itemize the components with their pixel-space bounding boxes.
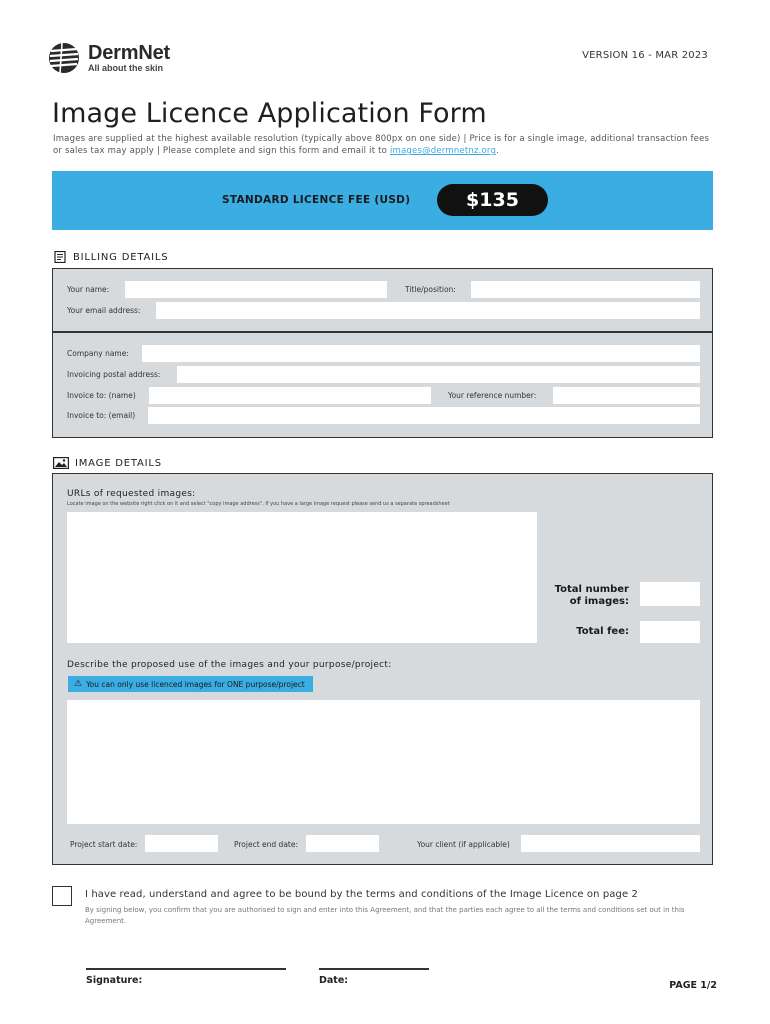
- company-name-label: Company name:: [67, 349, 129, 358]
- version-label: VERSION 16 - MAR 2023: [582, 50, 708, 61]
- billing-panel: [52, 268, 713, 438]
- urls-textarea[interactable]: [67, 512, 537, 643]
- date-label: Date:: [319, 975, 349, 986]
- end-date-label: Project end date:: [234, 840, 298, 849]
- invoice-name-label: Invoice to: (name): [67, 391, 136, 400]
- intro-body: Images are supplied at the highest available resolution (typically above 800px on one side) | Price is for a single image, additional transaction fees or sales tax may apply | Please complete and sign this form and email it to: [53, 134, 710, 156]
- start-date-label: Project start date:: [70, 840, 138, 849]
- reference-number-label: Your reference number:: [448, 391, 537, 400]
- intro-suffix: .: [496, 146, 499, 156]
- one-purpose-warning: [68, 676, 313, 692]
- end-date-field[interactable]: [306, 835, 379, 852]
- billing-heading-text: BILLING DETAILS: [73, 251, 169, 263]
- title-position-field[interactable]: [471, 281, 700, 298]
- dermnet-logo: [48, 42, 170, 74]
- logo-name: DermNet: [88, 42, 170, 64]
- invoice-email-field[interactable]: [148, 407, 700, 424]
- agreement-note: By signing below, you confirm that you are authorised to sign and enter into this Agreement, and that the parties each agree to all the terms and conditions set out in this Agreement.: [85, 906, 685, 925]
- reference-number-field[interactable]: [553, 387, 700, 404]
- total-images-field[interactable]: [640, 582, 700, 606]
- email-link[interactable]: images@dermnetnz.org: [389, 146, 497, 156]
- warning-icon: ⚠: [74, 679, 83, 689]
- purpose-label: Describe the proposed use of the images and your purpose/project:: [67, 660, 392, 670]
- warning-text: You can only use licenced images for ONE purpose/project: [86, 679, 305, 689]
- agreement-checkbox[interactable]: [52, 886, 72, 906]
- agreement-statement: I have read, understand and agree to be bound by the terms and conditions of the Image Licence on page 2: [85, 889, 638, 900]
- billing-section-heading: [53, 251, 168, 263]
- page-title: Image Licence Application Form: [52, 98, 487, 129]
- postal-address-field[interactable]: [177, 366, 700, 383]
- billing-divider: [53, 331, 712, 333]
- postal-address-label: Invoicing postal address:: [67, 370, 161, 379]
- signature-label: Signature:: [86, 975, 143, 986]
- company-name-field[interactable]: [142, 345, 700, 362]
- signature-line[interactable]: [86, 968, 286, 970]
- email-label: Your email address:: [67, 306, 141, 315]
- urls-hint: Locate image on the website right click on it and select "copy image address". If you have a large image request please send us a separate spreadsheet: [67, 501, 450, 507]
- invoice-name-field[interactable]: [149, 387, 431, 404]
- client-field[interactable]: [521, 835, 700, 852]
- dermnet-globe-icon: [48, 42, 84, 74]
- total-images-label: Total number of images:: [554, 584, 629, 607]
- image-heading-text: IMAGE DETAILS: [75, 457, 162, 469]
- logo-tagline: All about the skin: [88, 63, 164, 73]
- urls-label: URLs of requested images:: [67, 489, 196, 499]
- invoice-email-label: Invoice to: (email): [67, 411, 136, 420]
- client-label: Your client (if applicable): [417, 840, 510, 849]
- image-section-heading: [53, 457, 162, 469]
- purpose-textarea[interactable]: [67, 700, 700, 824]
- email-field[interactable]: [156, 302, 700, 319]
- total-fee-field[interactable]: [640, 621, 700, 643]
- intro-text: [53, 133, 713, 157]
- your-name-label: Your name:: [67, 285, 110, 294]
- your-name-field[interactable]: [125, 281, 387, 298]
- image-icon: [53, 457, 69, 469]
- licence-fee-amount: $135: [437, 184, 548, 216]
- document-icon: [53, 251, 67, 263]
- image-panel: [52, 473, 713, 865]
- date-line[interactable]: [319, 968, 429, 970]
- page-number: PAGE 1/2: [669, 980, 717, 991]
- title-position-label: Title/position:: [405, 285, 456, 294]
- licence-fee-label: STANDARD LICENCE FEE (USD): [222, 194, 411, 206]
- total-fee-label: Total fee:: [576, 626, 629, 637]
- licence-fee-banner: [52, 171, 713, 230]
- start-date-field[interactable]: [145, 835, 218, 852]
